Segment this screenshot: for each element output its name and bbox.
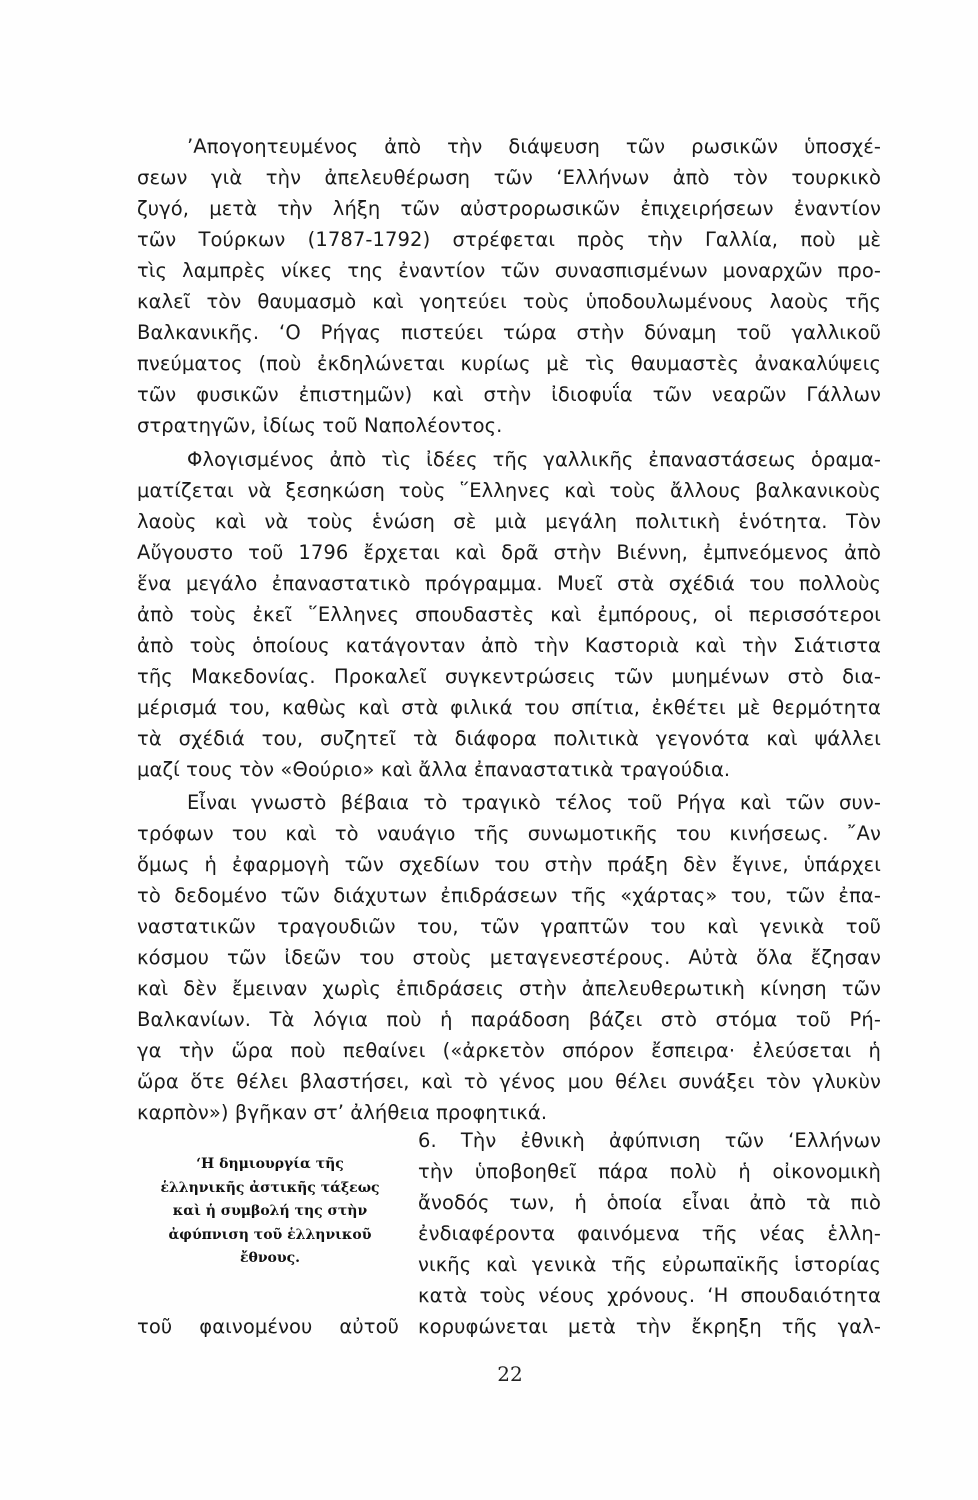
text-line: καλεῖ τὸν θαυμασμὸ καὶ γοητεύει τοὺς ὑποδουλωμένους λαοὺς τῆς	[137, 290, 881, 313]
text-line: ἀπὸ τοὺς ἐκεῖ ῞Ελληνες σπουδαστὲς καὶ ἐμπόρους, οἱ περισσότεροι	[137, 603, 881, 626]
text-line: ’Απογοητευμένος ἀπὸ τὴν διάψευση τῶν ρωσικῶν ὑποσχέ-	[187, 135, 881, 158]
text-line: ἄνοδός των, ἡ ὁποία εἶναι ἀπὸ τὰ πιὸ	[418, 1191, 881, 1214]
text-line: Φλογισμένος ἀπὸ τὶς ἰδέες τῆς γαλλικῆς ἐπαναστάσεως ὁραμα-	[187, 448, 881, 471]
text-line: καὶ δὲν ἔμειναν χωρὶς ἐπιδράσεις στὴν ἀπελευθερωτικὴ κίνηση τῶν	[137, 977, 881, 1000]
text-line: τὶς λαμπρὲς νίκες της ἐναντίον τῶν συνασπισμένων μοναρχῶν προ-	[137, 259, 881, 282]
text-line: κορυφώνεται μετὰ τὴν ἔκρηξη τῆς γαλ-	[418, 1315, 881, 1338]
side-heading-line: ἀφύπνιση τοῦ ἑλληνικοῦ	[168, 1226, 372, 1243]
text-line: ὥρα ὅτε θέλει βλαστήσει, καὶ τὸ γένος μου θέλει συνάξει τὸν γλυκὺν	[137, 1070, 881, 1093]
text-line: καρπὸν») βγῆκαν στ’ ἀλήθεια προφητικά.	[137, 1101, 548, 1124]
text-line: τὴν ὑποβοηθεῖ πάρα πολὺ ἡ οἰκονομικὴ	[418, 1160, 881, 1183]
text-line: κατὰ τοὺς νέους χρόνους. ‘Η σπουδαιότητα	[418, 1284, 881, 1307]
text-line: ὅμως ἡ ἐφαρμογὴ τῶν σχεδίων του στὴν πράξη δὲν ἔγινε, ὑπάρχει	[137, 853, 881, 876]
text-line: μαζί τους τὸν «Θούριο» καὶ ἄλλα ἐπαναστατικὰ τραγούδια.	[137, 758, 731, 781]
text-line: ἐνδιαφέροντα φαινόμενα τῆς νέας ἑλλη-	[418, 1222, 881, 1245]
side-heading-line: ‘Η δημιουργία τῆς	[196, 1156, 344, 1172]
text-line: στρατηγῶν, ἰδίως τοῦ Ναπολέοντος.	[137, 414, 503, 437]
text-line: μέρισμά του, καθὼς καὶ στὰ φιλικά του σπίτια, ἐκθέτει μὲ θερμότητα	[137, 696, 881, 719]
text-line: 6. Τὴν ἐθνικὴ ἀφύπνιση τῶν ‘Ελλήνων	[418, 1129, 881, 1152]
text-line: Αὔγουστο τοῦ 1796 ἔρχεται καὶ δρᾶ στὴν Βιέννη, ἐμπνεόμενος ἀπὸ	[137, 541, 881, 564]
text-line: τῆς Μακεδονίας. Προκαλεῖ συγκεντρώσεις τῶν μυημένων στὸ δια-	[137, 665, 881, 688]
text-line: νικῆς καὶ γενικὰ τῆς εὐρωπαϊκῆς ἱστορίας	[418, 1253, 881, 1276]
text-line: Βαλκανικῆς. ‘Ο Ρήγας πιστεύει τώρα στὴν δύναμη τοῦ γαλλικοῦ	[137, 321, 881, 344]
text-line: τρόφων του καὶ τὸ ναυάγιο τῆς συνωμοτικῆς του κινήσεως. ῎Αν	[137, 822, 881, 845]
section-side-heading	[130, 1153, 410, 1271]
text-line: πνεύματος (ποὺ ἐκδηλώνεται κυρίως μὲ τὶς θαυμαστὲς ἀνακαλύψεις	[137, 352, 881, 375]
text-line: Εἶναι γνωστὸ βέβαια τὸ τραγικὸ τέλος τοῦ Ρήγα καὶ τῶν συν-	[187, 791, 881, 814]
text-line: τῶν Τούρκων (1787-1792) στρέφεται πρὸς τὴν Γαλλία, ποὺ μὲ	[137, 228, 881, 251]
text-line: τὰ σχέδιά του, συζητεῖ τὰ διάφορα πολιτικὰ γεγονότα καὶ ψάλλει	[137, 727, 881, 750]
text-line: γα τὴν ὥρα ποὺ πεθαίνει («ἀρκετὸν σπόρον ἔσπειρα· ἐλεύσεται ἡ	[137, 1039, 881, 1062]
text-line: σεων γιὰ τὴν ἀπελευθέρωση τῶν ‘Ελλήνων ἀπὸ τὸν τουρκικὸ	[137, 166, 881, 189]
text-line: ματίζεται νὰ ξεσηκώση τοὺς ῞Ελληνες καὶ τοὺς ἄλλους βαλκανικοὺς	[137, 479, 881, 502]
side-heading-line: ἔθνους.	[239, 1250, 300, 1266]
text-line: τῶν φυσικῶν ἐπιστημῶν) καὶ στὴν ἰδιοφυΐα τῶν νεαρῶν Γάλλων	[137, 383, 881, 406]
side-heading-line: καὶ ἡ συμβολή της στὴν	[172, 1203, 368, 1219]
text-line: ἀπὸ τοὺς ὁποίους κατάγονταν ἀπὸ τὴν Καστοριὰ καὶ τὴν Σιάτιστα	[137, 634, 881, 657]
text-line: ἕνα μεγάλο ἐπαναστατικὸ πρόγραμμα. Μυεῖ στὰ σχέδιά του πολλοὺς	[137, 572, 881, 595]
text-line: Βαλκανίων. Τὰ λόγια ποὺ ἡ παράδοση βάζει στὸ στόμα τοῦ Ρή-	[137, 1008, 881, 1031]
text-line: ζυγό, μετὰ τὴν λήξη τῶν αὐστρορωσικῶν ἐπιχειρήσεων ἐναντίον	[137, 197, 881, 220]
text-line: τοῦ φαινομένου αὐτοῦ	[137, 1315, 399, 1338]
text-line: ναστατικῶν τραγουδιῶν του, τῶν γραπτῶν του καὶ γενικὰ τοῦ	[137, 915, 881, 938]
text-line: τὸ δεδομένο τῶν διάχυτων ἐπιδράσεων τῆς «χάρτας» του, τῶν ἐπα-	[137, 884, 881, 907]
side-heading-line: ἑλληνικῆς ἀστικῆς τάξεως	[160, 1179, 380, 1196]
text-line: λαοὺς καὶ νὰ τοὺς ἑνώση σὲ μιὰ μεγάλη πολιτικὴ ἑνότητα. Τὸν	[137, 510, 881, 533]
page-number: 22	[497, 1362, 523, 1386]
text-line: κόσμου τῶν ἰδεῶν του στοὺς μεταγενεστέρους. Αὐτὰ ὅλα ἔζησαν	[137, 946, 881, 969]
